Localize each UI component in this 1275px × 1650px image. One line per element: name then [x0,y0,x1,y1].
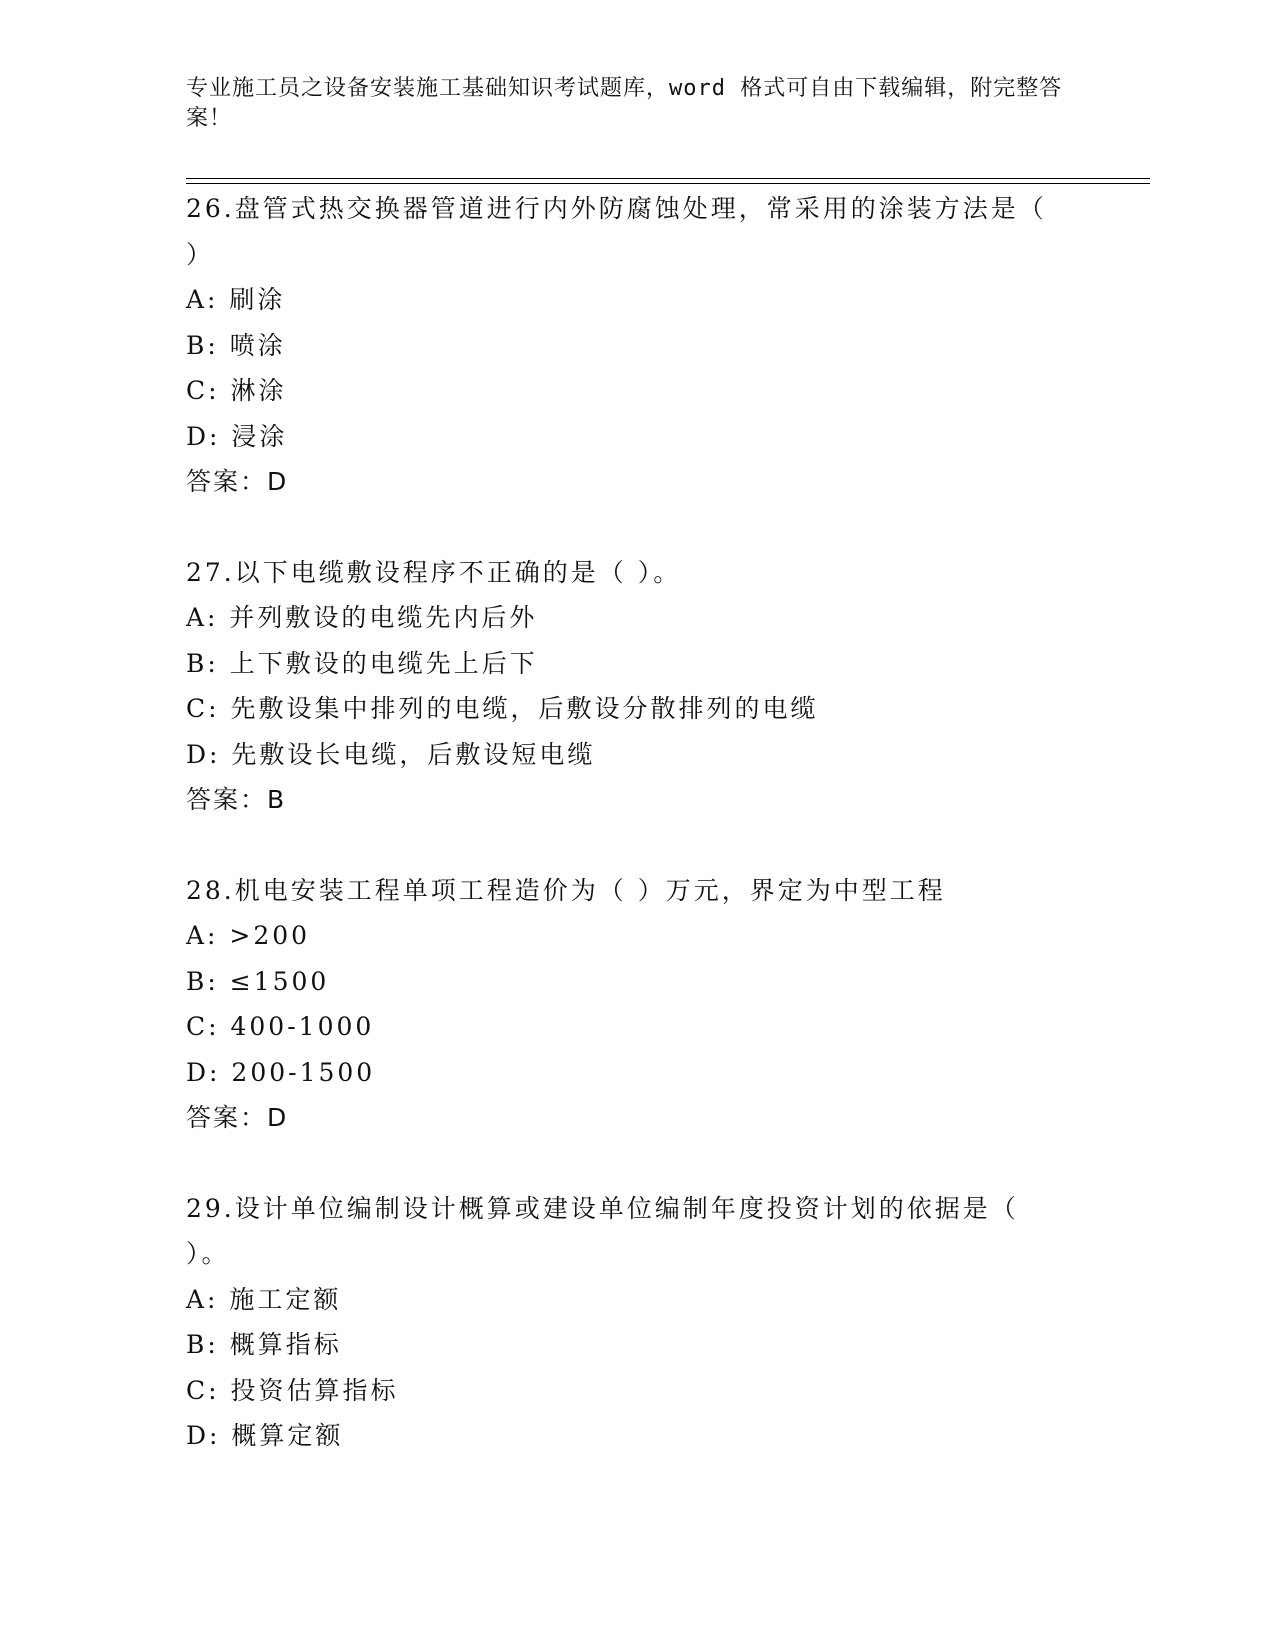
question-spacer [186,505,1086,550]
header-divider-top [186,178,1150,179]
answer-line: 答案：D [186,1103,289,1132]
option-c: C: 投资估算指标 [186,1375,399,1405]
option-b: B: 喷涂 [186,330,286,360]
question-item [186,868,1086,1141]
header-divider-bottom [186,183,1150,184]
question-stem: 26.盘管式热交换器管道进行内外防腐蚀处理，常采用的涂装方法是（ ） [186,194,1047,269]
question-list [186,186,1086,1459]
answer-line: 答案：B [186,785,287,814]
option-a: A: 刷涂 [186,285,286,314]
question-item [186,550,1086,823]
answer-line: 答案：D [186,467,289,496]
option-a: A: 并列敷设的电缆先内后外 [186,603,538,632]
option-d: D: 概算定额 [186,1421,344,1450]
question-stem: 29.设计单位编制设计概算或建设单位编制年度投资计划的依据是（ ）。 [186,1193,1019,1268]
question-stem: 27.以下电缆敷设程序不正确的是（ ）。 [186,557,682,587]
question-spacer [186,823,1086,868]
option-a: A: >200 [186,921,311,950]
option-d: D: 200-1500 [186,1057,376,1087]
option-c: C: 400-1000 [186,1012,375,1041]
option-c: C: 先敷设集中排列的电缆，后敷设分散排列的电缆 [186,694,819,723]
question-spacer [186,1141,1086,1186]
question-stem: 28.机电安装工程单项工程造价为（ ）万元，界定为中型工程 [186,875,946,905]
option-d: D: 先敷设长电缆，后敷设短电缆 [186,739,596,769]
option-b: B: ≤1500 [186,966,330,996]
option-c: C: 淋涂 [186,376,287,405]
option-b: B: 上下敷设的电缆先上后下 [186,648,538,678]
option-d: D: 浸涂 [186,421,288,451]
question-item [186,1186,1086,1459]
document-header: 专业施工员之设备安装施工基础知识考试题库，word 格式可自由下载编辑，附完整答案！ [186,76,1063,131]
option-b: B: 概算指标 [186,1330,342,1359]
option-a: A: 施工定额 [186,1284,342,1314]
question-item [186,186,1086,505]
